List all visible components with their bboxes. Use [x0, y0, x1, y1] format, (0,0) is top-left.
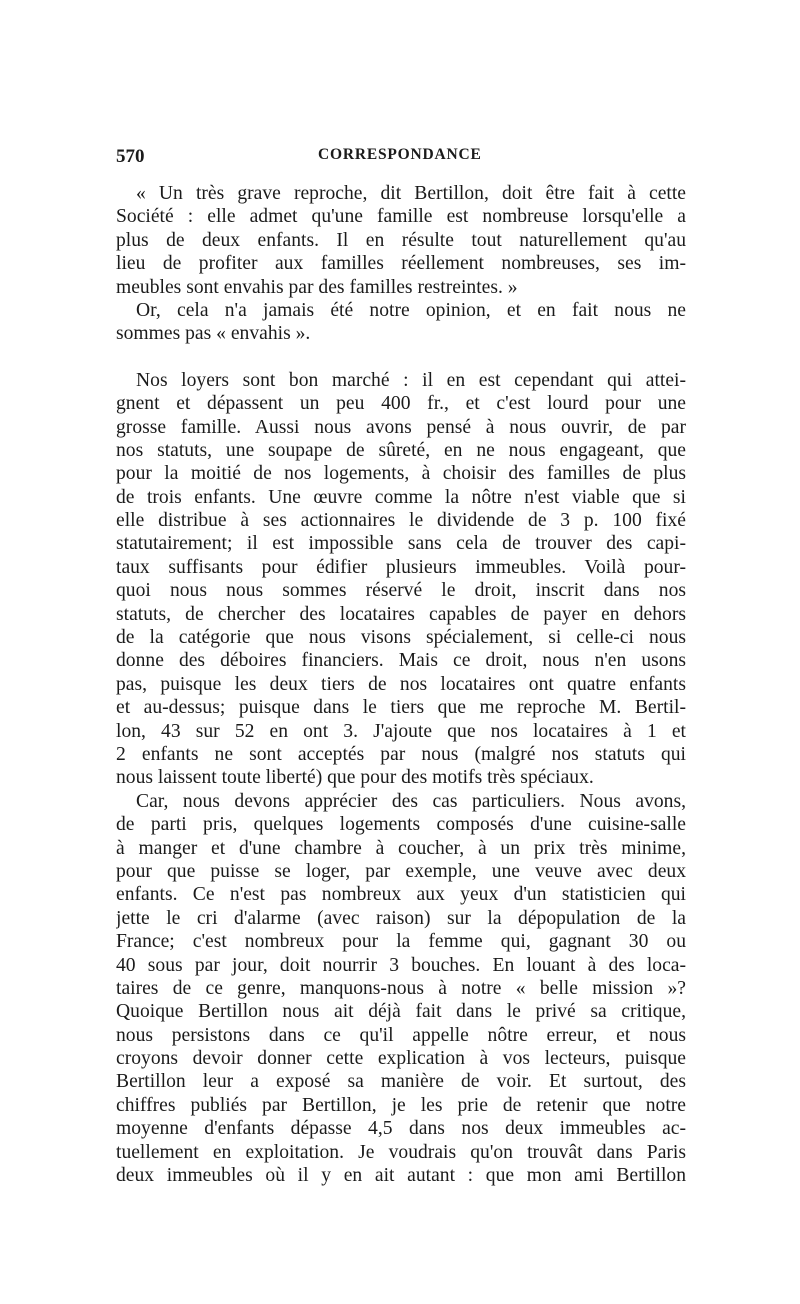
text-line: à manger et d'une chambre à coucher, à un prix très minime,	[116, 837, 686, 859]
paragraph-gap	[116, 346, 686, 369]
text-line: 2 enfants ne sont acceptés par nous (malgré nos statuts qui	[116, 743, 686, 765]
text-line: chiffres publiés par Bertillon, je les prie de retenir que notre	[116, 1094, 686, 1116]
text-line: pour la moitié de nos logements, à choisir des familles de plus	[116, 463, 686, 485]
text-line: deux immeubles où il y en ait autant : que mon ami Bertillon	[116, 1165, 686, 1187]
paragraph	[116, 790, 686, 1188]
text-line: nous persistons dans ce qu'il appelle nôtre erreur, et nous	[116, 1024, 686, 1046]
text-line: nous laissent toute liberté) que pour des motifs très spéciaux.	[116, 767, 594, 789]
text-line: pas, puisque les deux tiers de nos locataires ont quatre enfants	[116, 673, 686, 695]
text-line: nos statuts, une soupape de sûreté, en ne nous engageant, que	[116, 439, 686, 461]
text-line: Nos loyers sont bon marché : il en est cependant qui attei-	[136, 369, 686, 391]
text-line: de trois enfants. Une œuvre comme la nôtre n'est viable que si	[116, 486, 686, 508]
text-line: « Un très grave reproche, dit Bertillon, doit être fait à cette	[136, 183, 686, 204]
paragraph	[116, 299, 686, 346]
text-line: de parti pris, quelques logements composés d'une cuisine-salle	[116, 814, 686, 836]
body-text	[116, 182, 686, 1187]
text-line: donne des déboires financiers. Mais ce droit, nous n'en usons	[116, 650, 686, 672]
text-line: de la catégorie que nous visons spécialement, si celle-ci nous	[116, 627, 686, 649]
text-line: Car, nous devons apprécier des cas particuliers. Nous avons,	[136, 790, 686, 812]
text-line: gnent et dépassent un peu 400 fr., et c'est lourd pour une	[116, 393, 686, 415]
text-line: pour que puisse se loger, par exemple, une veuve avec deux	[116, 860, 686, 882]
text-line: enfants. Ce n'est pas nombreux aux yeux d'un statisticien qui	[116, 884, 686, 906]
text-line: moyenne d'enfants dépasse 4,5 dans nos deux immeubles ac-	[116, 1118, 686, 1140]
text-line: meubles sont envahis par des familles restreintes. »	[116, 276, 518, 298]
text-line: 40 sous par jour, doit nourrir 3 bouches. En louant à des loca-	[116, 954, 686, 976]
text-line: grosse famille. Aussi nous avons pensé à nous ouvrir, de par	[116, 416, 686, 438]
text-line: elle distribue à ses actionnaires le dividende de 3 p. 100 fixé	[116, 510, 686, 532]
text-line: et au-dessus; puisque dans le tiers que me reproche M. Bertil-	[116, 697, 686, 719]
text-line: jette le cri d'alarme (avec raison) sur la dépopulation de la	[116, 907, 686, 929]
running-title: CORRESPONDANCE	[318, 146, 482, 163]
text-line: Bertillon leur a exposé sa manière de voir. Et surtout, des	[116, 1071, 686, 1093]
text-line: Société : elle admet qu'une famille est nombreuse lorsqu'elle a	[116, 206, 686, 228]
text-line: tuellement en exploitation. Je voudrais qu'on trouvât dans Paris	[116, 1141, 686, 1163]
text-line: sommes pas « envahis ».	[116, 323, 311, 345]
text-line: statutairement; il est impossible sans cela de trouver des capi-	[116, 533, 686, 555]
text-line: Quoique Bertillon nous ait déjà fait dans le privé sa critique,	[116, 1001, 686, 1023]
paragraph	[116, 182, 686, 299]
page-header	[116, 146, 686, 172]
text-line: Or, cela n'a jamais été notre opinion, et en fait nous ne	[136, 299, 686, 321]
text-line: France; c'est nombreux pour la femme qui, gagnant 30 ou	[116, 931, 686, 953]
text-line: lieu de profiter aux familles réellement nombreuses, ses im-	[116, 253, 686, 275]
text-line: taux suffisants pour édifier plusieurs immeubles. Voilà pour-	[116, 556, 686, 578]
text-line: statuts, de chercher des locataires capables de payer en dehors	[116, 603, 686, 625]
text-line: taires de ce genre, manquons-nous à notre « belle mission »?	[116, 977, 686, 999]
paragraph	[116, 369, 686, 790]
text-line: lon, 43 sur 52 en ont 3. J'ajoute que nos locataires à 1 et	[116, 720, 686, 742]
text-line: plus de deux enfants. Il en résulte tout naturellement qu'au	[116, 229, 686, 251]
text-line: croyons devoir donner cette explication à vos lecteurs, puisque	[116, 1048, 686, 1070]
page-number: 570	[116, 146, 145, 167]
text-line: quoi nous nous sommes réservé le droit, inscrit dans nos	[116, 580, 686, 602]
